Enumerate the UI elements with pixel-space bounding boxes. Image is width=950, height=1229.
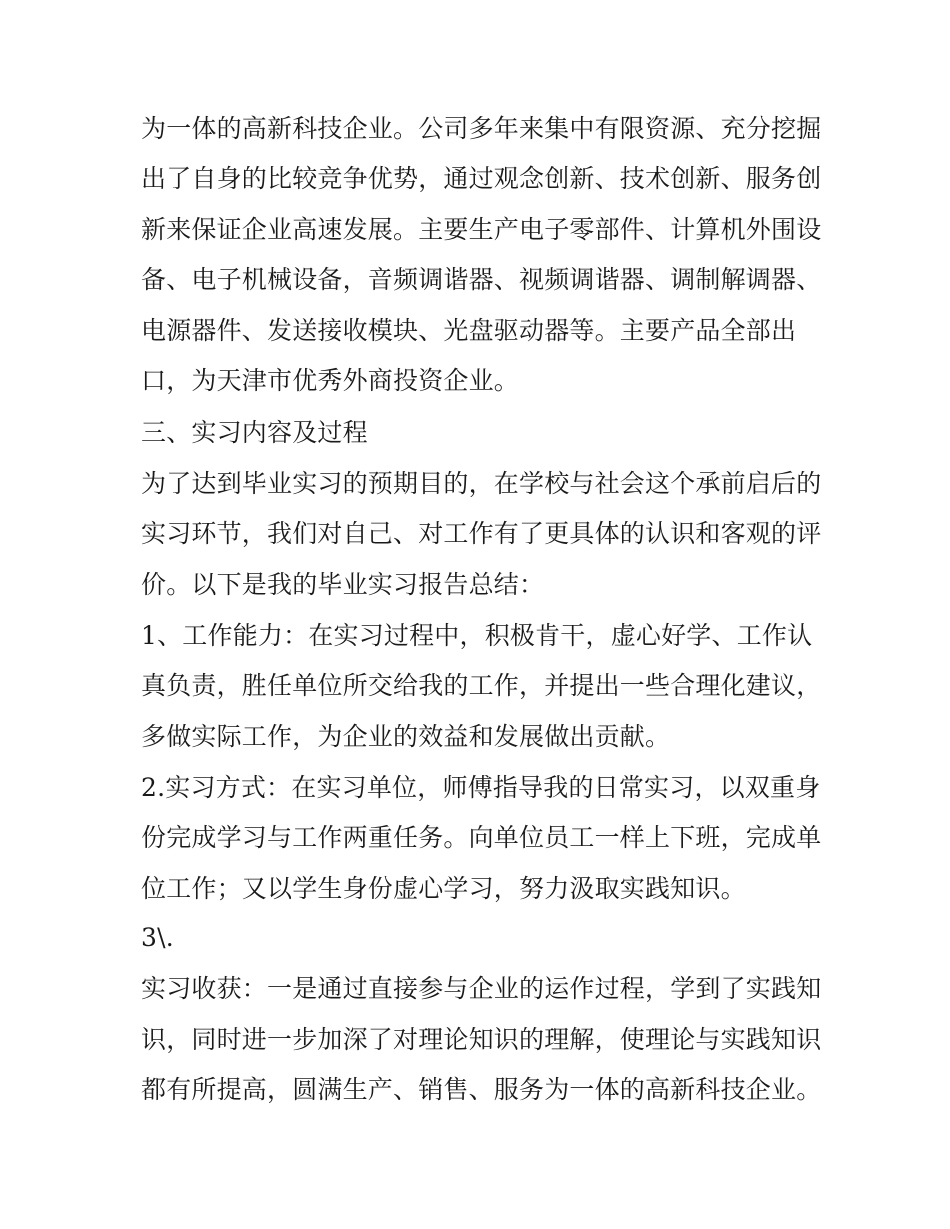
section-heading: 三、实习内容及过程 (141, 418, 368, 447)
text-line: 备、电子机械设备，音频调谐器、视频调谐器、调制解调器、 (141, 265, 822, 294)
text-line: 都有所提高，圆满生产、销售、服务为一体的高新科技企业。 (141, 1075, 822, 1104)
text-line: 价。以下是我的毕业实习报告总结： (141, 570, 545, 599)
text-line: 识，同时进一步加深了对理论知识的理解，使理论与实践知识 (141, 1025, 822, 1054)
text-line: 位工作；又以学生身份虚心学习，努力汲取实践知识。 (141, 874, 746, 903)
text-line: 2.实习方式：在实习单位，师傅指导我的日常实习，以双重身 (141, 773, 821, 802)
text-line: 出了自身的比较竞争优势，通过观念创新、技术创新、服务创 (141, 164, 822, 193)
text-line: 1、工作能力：在实习过程中，积极肯干，虚心好学、工作认 (141, 621, 813, 650)
text-line: 口，为天津市优秀外商投资企业。 (141, 366, 520, 395)
text-line: 新来保证企业高速发展。主要生产电子零部件、计算机外围设 (141, 215, 822, 244)
text-line: 实习收获：一是通过直接参与企业的运作过程，学到了实践知 (141, 974, 822, 1003)
text-line: 真负责，胜任单位所交给我的工作，并提出一些合理化建议， (141, 671, 822, 700)
text-line: 为一体的高新科技企业。公司多年来集中有限资源、充分挖掘 (141, 114, 822, 143)
text-line: 份完成学习与工作两重任务。向单位员工一样上下班，完成单 (141, 823, 822, 852)
text-line: 电源器件、发送接收模块、光盘驱动器等。主要产品全部出 (141, 316, 797, 345)
text-line: 实习环节，我们对自己、对工作有了更具体的认识和客观的评 (141, 519, 822, 548)
text-line: 3\. (141, 923, 174, 952)
text-line: 多做实际工作，为企业的效益和发展做出贡献。 (141, 722, 671, 751)
text-line: 为了达到毕业实习的预期目的，在学校与社会这个承前启后的 (141, 469, 822, 498)
